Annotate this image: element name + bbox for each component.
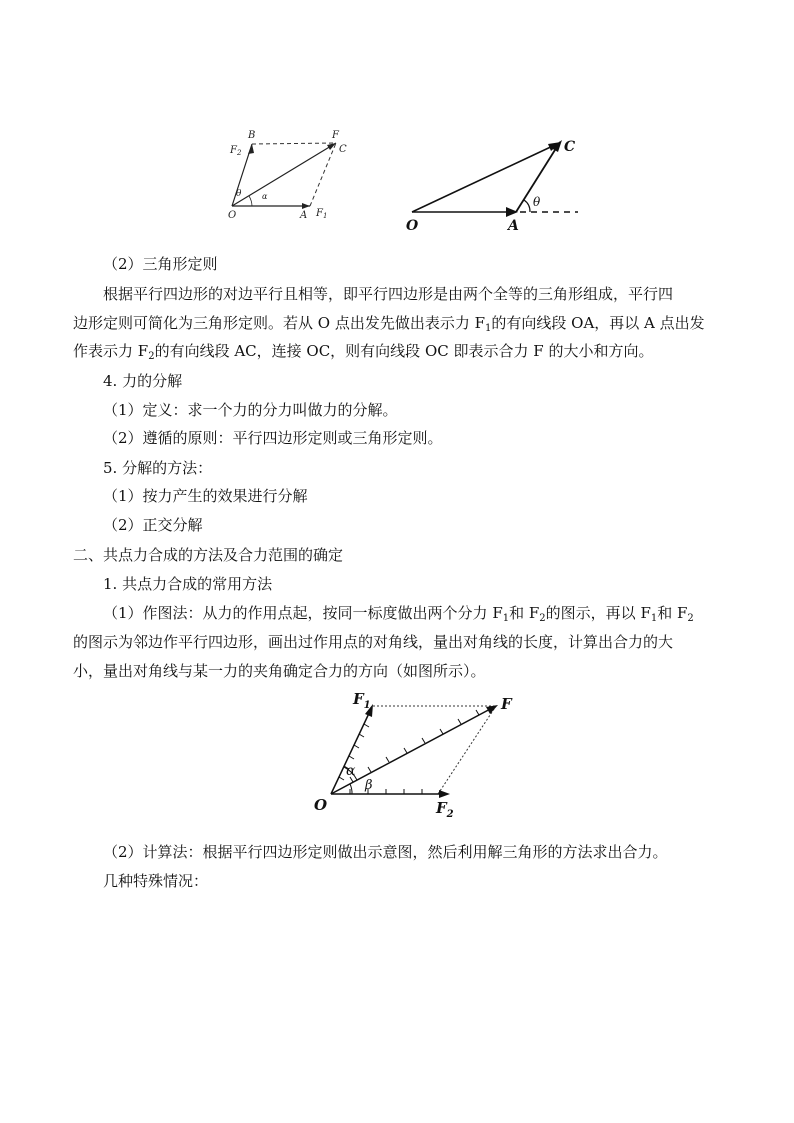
fig2-label-theta: θ <box>533 195 541 209</box>
paragraph-text: 边形定则可简化为三角形定则。若从 O 点出发先做出表示力 $F_1$的有向线段 OA，再以 A 点出发 <box>73 314 705 334</box>
fig1-side-a-c <box>310 143 336 206</box>
paragraph-text: 小，量出对角线与某一力的夹角确定合力的方向（如图所示）。 <box>73 662 486 680</box>
fig2-angle-arc <box>524 200 530 212</box>
fig1-label-b: B <box>248 130 256 141</box>
fig1-label-alpha: α <box>262 192 268 201</box>
fig3-side-f2-f <box>438 706 496 794</box>
paragraph-text: （1）定义：求一个力的分力叫做力的分解。 <box>103 401 398 419</box>
subheading-triangle-rule: （2）三角形定则 <box>103 255 218 273</box>
fig3-arrowhead-f2 <box>439 790 450 798</box>
fig3-label-f2: $F_2$ <box>436 799 454 820</box>
fig3-label-o: O <box>314 796 328 814</box>
paragraph-text: 的图示为邻边作平行四边形，画出过作用点的对角线，量出对角线的长度，计算出合力的大 <box>73 633 674 651</box>
fig1-label-f1: $F_1$ <box>316 208 328 220</box>
fig1-side-b-c <box>252 143 336 144</box>
fig2-label-a: A <box>508 218 519 234</box>
fig2-label-o: O <box>406 218 419 234</box>
subheading-common-methods: 1. 共点力合成的常用方法 <box>103 575 273 593</box>
paragraph-text: （2）正交分解 <box>103 516 203 534</box>
fig3-label-beta: β <box>365 778 373 793</box>
section-heading-concurrent-forces: 二、共点力合成的方法及合力范围的确定 <box>73 546 344 564</box>
fig2-label-c: C <box>564 139 576 155</box>
paragraph-text: （1）作图法：从力的作用点起，按同一标度做出两个分力 $F_1$和 $F_2$的图示，再以 $F_1$和 $F_2$ <box>103 604 694 624</box>
fig1-label-f2: $F_2$ <box>230 145 242 157</box>
parallelogram-figure <box>222 126 348 230</box>
paragraph-text: 根据平行四边形的对边平行且相等，即平行四边形是由两个全等的三角形组成，平行四 <box>103 285 674 303</box>
triangle-rule-figure <box>402 132 588 234</box>
fig1-label-theta: θ <box>236 189 242 199</box>
fig3-vector-f <box>331 707 494 794</box>
paragraph-text: 作表示力 $F_2$的有向线段 AC，连接 OC，则有向线段 OC 即表示合力 F 的大小和方向。 <box>73 342 654 362</box>
graphical-method-figure <box>308 684 528 824</box>
fig3-label-f1: $F_1$ <box>353 690 371 711</box>
fig1-arrowhead-a <box>302 203 310 209</box>
section-heading-decomposition-methods: 5. 分解的方法： <box>103 459 213 477</box>
fig1-label-c: C <box>339 144 347 155</box>
paragraph-text: 几种特殊情况： <box>103 872 209 890</box>
fig1-label-f: F <box>332 130 339 141</box>
section-heading-force-decomposition: 4. 力的分解 <box>103 372 183 390</box>
paragraph-text: （1）按力产生的效果进行分解 <box>103 487 308 505</box>
paragraph-text: （2）计算法：根据平行四边形定则做出示意图，然后利用解三角形的方法求出合力。 <box>103 843 668 861</box>
fig1-label-o: O <box>228 210 237 221</box>
fig1-vector-oc <box>232 143 336 206</box>
fig3-label-f: F <box>501 695 512 713</box>
paragraph-text: （2）遵循的原则：平行四边形定则或三角形定则。 <box>103 429 443 447</box>
fig1-angle-arc <box>249 196 252 206</box>
fig3-label-alpha: α <box>346 763 356 779</box>
fig1-label-a: A <box>300 210 308 221</box>
